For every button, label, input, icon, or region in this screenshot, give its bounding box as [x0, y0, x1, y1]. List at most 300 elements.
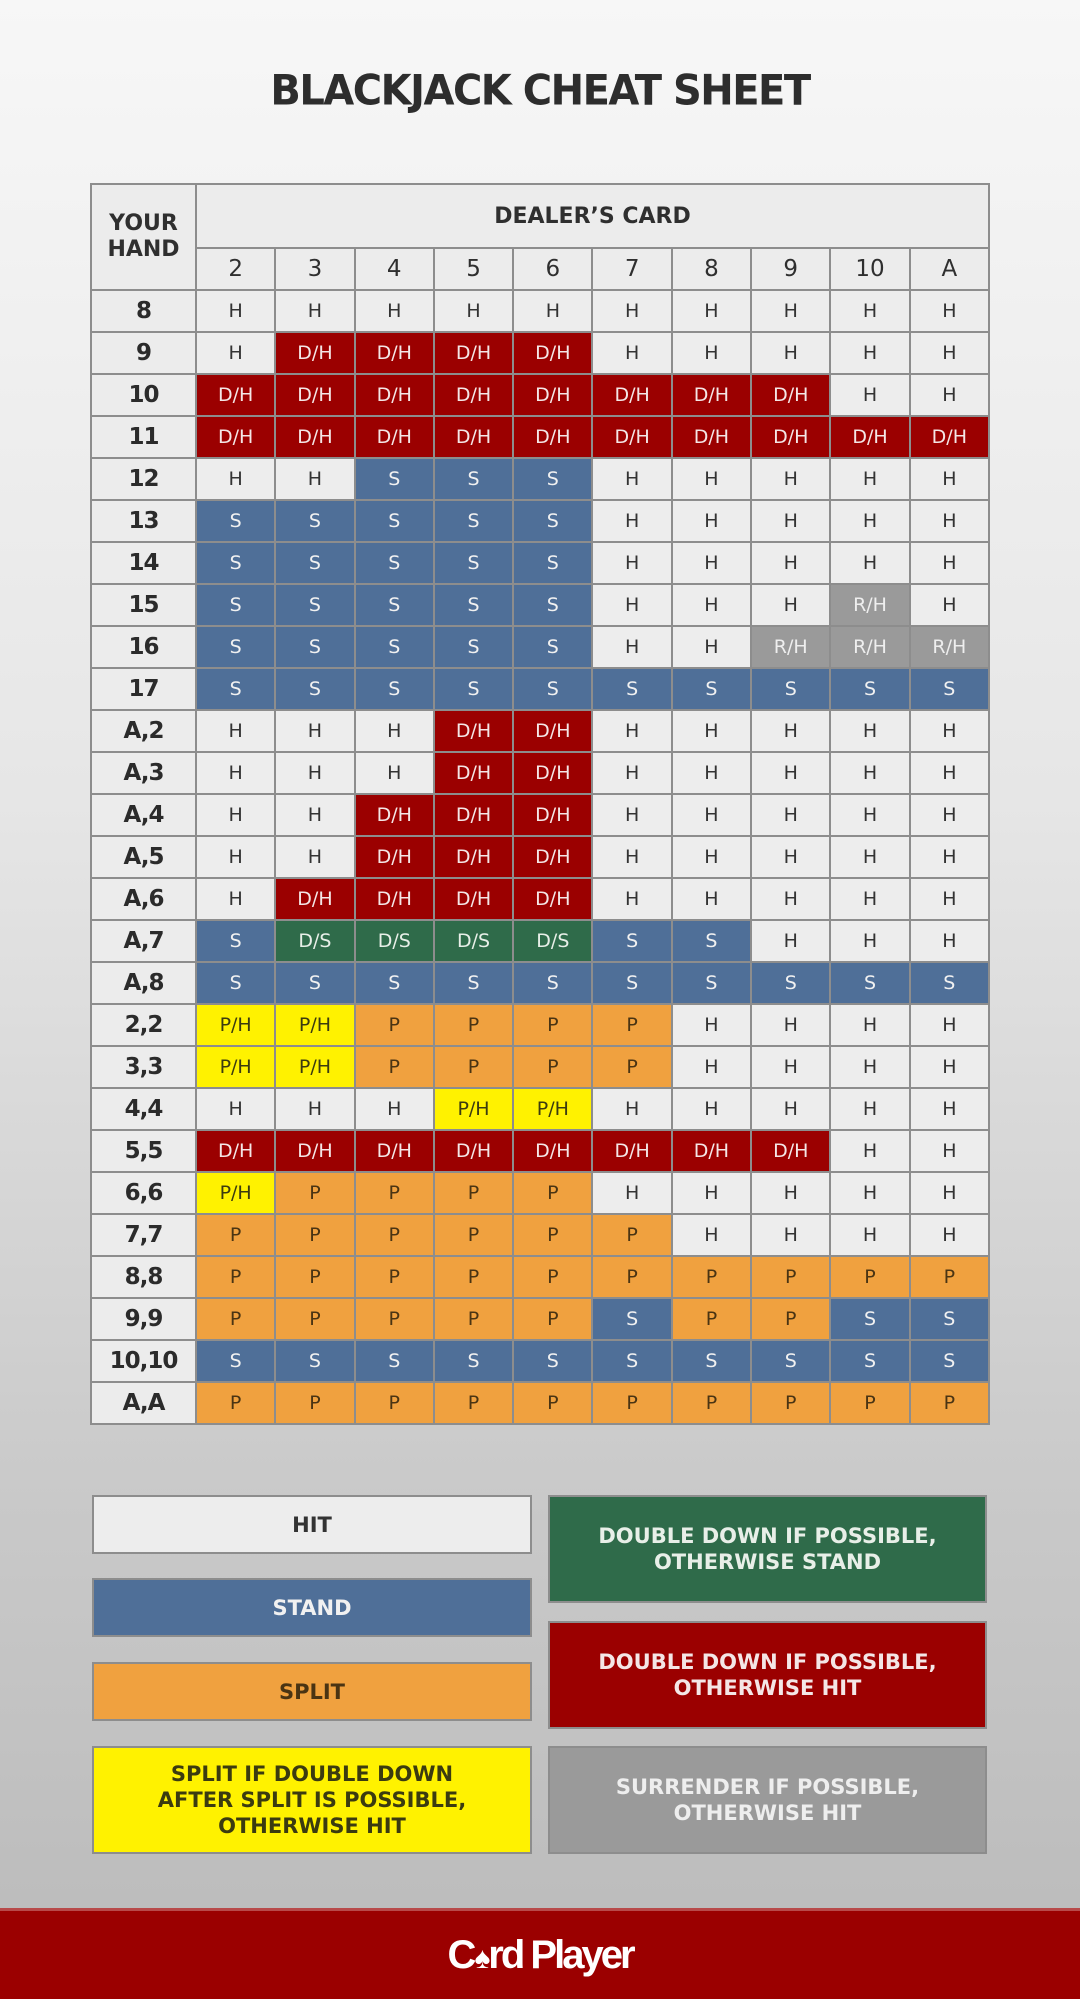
action-cell: S — [434, 542, 513, 584]
legend-surrender-or-hit: SURRENDER IF POSSIBLE, OTHERWISE HIT — [548, 1746, 987, 1854]
action-cell: P/H — [275, 1004, 354, 1046]
action-cell: D/H — [275, 416, 354, 458]
action-cell: P — [513, 1172, 592, 1214]
table-row — [91, 500, 989, 542]
action-cell: D/S — [355, 920, 434, 962]
action-cell: H — [830, 458, 909, 500]
action-cell: H — [910, 458, 989, 500]
action-cell: S — [513, 458, 592, 500]
action-cell: S — [434, 458, 513, 500]
action-cell: D/H — [434, 374, 513, 416]
action-cell: S — [592, 1298, 671, 1340]
action-cell: H — [910, 290, 989, 332]
action-cell: S — [196, 542, 275, 584]
table-row — [91, 584, 989, 626]
action-cell: D/H — [196, 374, 275, 416]
action-cell: S — [751, 962, 830, 1004]
action-cell: H — [751, 1004, 830, 1046]
action-cell: S — [196, 668, 275, 710]
action-cell: H — [830, 290, 909, 332]
action-cell: P — [434, 1004, 513, 1046]
action-cell: R/H — [830, 584, 909, 626]
hand-label: 3,3 — [91, 1046, 196, 1088]
action-cell: P — [275, 1172, 354, 1214]
action-cell: S — [275, 1340, 354, 1382]
action-cell: S — [355, 584, 434, 626]
action-cell: D/H — [513, 710, 592, 752]
action-cell: P — [592, 1004, 671, 1046]
action-cell: H — [830, 1046, 909, 1088]
table-row — [91, 1256, 989, 1298]
action-cell: H — [355, 1088, 434, 1130]
action-cell: H — [910, 332, 989, 374]
action-cell: S — [355, 626, 434, 668]
action-cell: H — [196, 794, 275, 836]
action-cell: S — [672, 1340, 751, 1382]
action-cell: H — [751, 1214, 830, 1256]
action-cell: P/H — [196, 1046, 275, 1088]
action-cell: S — [830, 668, 909, 710]
action-cell: H — [592, 1088, 671, 1130]
action-cell: H — [830, 920, 909, 962]
dealer-card-6: 6 — [513, 248, 592, 290]
action-cell: H — [830, 878, 909, 920]
table-row — [91, 1046, 989, 1088]
action-cell: H — [672, 500, 751, 542]
action-cell: P — [513, 1382, 592, 1424]
legend-split: SPLIT — [92, 1662, 532, 1721]
action-cell: D/H — [672, 416, 751, 458]
action-cell: D/H — [513, 878, 592, 920]
action-cell: S — [592, 920, 671, 962]
action-cell: P/H — [513, 1088, 592, 1130]
action-cell: P — [751, 1298, 830, 1340]
action-cell: H — [592, 836, 671, 878]
action-cell: S — [513, 962, 592, 1004]
action-cell: H — [910, 878, 989, 920]
action-cell: S — [275, 668, 354, 710]
action-cell: P — [830, 1256, 909, 1298]
strategy-table-body — [91, 290, 989, 1424]
action-cell: S — [196, 920, 275, 962]
table-row — [91, 1382, 989, 1424]
action-cell: P — [355, 1256, 434, 1298]
action-cell: P — [355, 1298, 434, 1340]
action-cell: H — [830, 1214, 909, 1256]
table-row — [91, 374, 989, 416]
action-cell: D/H — [751, 374, 830, 416]
action-cell: H — [275, 1088, 354, 1130]
action-cell: H — [196, 878, 275, 920]
action-cell: P — [434, 1046, 513, 1088]
table-row — [91, 878, 989, 920]
action-cell: S — [355, 1340, 434, 1382]
action-cell: S — [910, 1298, 989, 1340]
action-cell: S — [513, 542, 592, 584]
action-cell: S — [355, 668, 434, 710]
action-cell: P — [275, 1214, 354, 1256]
action-cell: H — [196, 290, 275, 332]
table-row — [91, 1298, 989, 1340]
action-cell: P — [592, 1382, 671, 1424]
action-cell: P/H — [275, 1046, 354, 1088]
action-cell: P — [513, 1004, 592, 1046]
action-cell: H — [751, 458, 830, 500]
hand-label: A,A — [91, 1382, 196, 1424]
action-cell: S — [196, 962, 275, 1004]
action-cell: H — [751, 710, 830, 752]
hand-label: A,6 — [91, 878, 196, 920]
action-cell: H — [910, 1214, 989, 1256]
action-cell: P — [434, 1256, 513, 1298]
hand-label: 17 — [91, 668, 196, 710]
action-cell: D/H — [434, 710, 513, 752]
action-cell: H — [751, 584, 830, 626]
action-cell: D/H — [592, 416, 671, 458]
hand-label: 4,4 — [91, 1088, 196, 1130]
action-cell: H — [910, 542, 989, 584]
action-cell: P — [910, 1256, 989, 1298]
action-cell: H — [275, 290, 354, 332]
action-cell: H — [672, 878, 751, 920]
hand-label: 16 — [91, 626, 196, 668]
action-cell: H — [672, 542, 751, 584]
action-cell: H — [355, 752, 434, 794]
action-cell: S — [355, 962, 434, 1004]
action-cell: S — [751, 1340, 830, 1382]
legend-hit: HIT — [92, 1495, 532, 1554]
action-cell: H — [830, 542, 909, 584]
dealer-card-3: 3 — [275, 248, 354, 290]
action-cell: H — [592, 794, 671, 836]
action-cell: D/H — [355, 416, 434, 458]
table-row — [91, 836, 989, 878]
table-row — [91, 458, 989, 500]
action-cell: H — [672, 1004, 751, 1046]
dealer-card-row — [91, 248, 989, 290]
action-cell: H — [910, 1004, 989, 1046]
dealer-card-2: 2 — [196, 248, 275, 290]
action-cell: S — [275, 626, 354, 668]
dealer-card-9: 9 — [751, 248, 830, 290]
action-cell: S — [910, 962, 989, 1004]
table-row — [91, 1340, 989, 1382]
action-cell: H — [513, 290, 592, 332]
action-cell: P — [275, 1256, 354, 1298]
hand-label: A,3 — [91, 752, 196, 794]
table-row — [91, 1172, 989, 1214]
action-cell: S — [910, 668, 989, 710]
action-cell: H — [910, 1046, 989, 1088]
action-cell: S — [434, 1340, 513, 1382]
action-cell: S — [434, 584, 513, 626]
action-cell: D/H — [355, 332, 434, 374]
action-cell: D/H — [513, 374, 592, 416]
action-cell: S — [434, 962, 513, 1004]
dealer-card-7: 7 — [592, 248, 671, 290]
action-cell: H — [672, 584, 751, 626]
action-cell: P — [434, 1298, 513, 1340]
action-cell: P — [434, 1214, 513, 1256]
action-cell: H — [751, 752, 830, 794]
action-cell: H — [830, 710, 909, 752]
action-cell: S — [672, 920, 751, 962]
action-cell: D/S — [275, 920, 354, 962]
footer-banner — [0, 1908, 1080, 1999]
table-row — [91, 1214, 989, 1256]
hand-label: 9,9 — [91, 1298, 196, 1340]
hand-label: 14 — [91, 542, 196, 584]
action-cell: S — [275, 500, 354, 542]
action-cell: S — [592, 1340, 671, 1382]
action-cell: D/H — [513, 416, 592, 458]
table-row — [91, 542, 989, 584]
action-cell: H — [672, 1088, 751, 1130]
action-cell: S — [751, 668, 830, 710]
table-row — [91, 920, 989, 962]
action-cell: H — [196, 836, 275, 878]
dealer-card-10: 10 — [830, 248, 909, 290]
action-cell: P — [355, 1004, 434, 1046]
action-cell: H — [672, 710, 751, 752]
action-cell: S — [830, 962, 909, 1004]
hand-label: 6,6 — [91, 1172, 196, 1214]
action-cell: S — [355, 458, 434, 500]
action-cell: H — [672, 458, 751, 500]
hand-label: 10,10 — [91, 1340, 196, 1382]
action-cell: H — [830, 1088, 909, 1130]
legend-stand: STAND — [92, 1578, 532, 1637]
action-cell: D/H — [830, 416, 909, 458]
action-cell: D/H — [910, 416, 989, 458]
hand-label: 8 — [91, 290, 196, 332]
action-cell: H — [355, 710, 434, 752]
action-cell: H — [830, 332, 909, 374]
action-cell: S — [830, 1340, 909, 1382]
action-cell: P — [592, 1046, 671, 1088]
action-cell: H — [592, 584, 671, 626]
action-cell: D/H — [672, 1130, 751, 1172]
action-cell: S — [513, 584, 592, 626]
table-row — [91, 416, 989, 458]
hand-label: 13 — [91, 500, 196, 542]
hand-label: 2,2 — [91, 1004, 196, 1046]
table-row — [91, 1130, 989, 1172]
action-cell: H — [910, 794, 989, 836]
hand-label: 9 — [91, 332, 196, 374]
action-cell: S — [434, 500, 513, 542]
action-cell: D/S — [513, 920, 592, 962]
action-cell: D/H — [355, 836, 434, 878]
action-cell: H — [275, 458, 354, 500]
table-row — [91, 668, 989, 710]
action-cell: P — [592, 1214, 671, 1256]
action-cell: H — [592, 878, 671, 920]
action-cell: H — [830, 500, 909, 542]
cardplayer-logo[interactable]: C ♠ rd Player — [447, 1932, 633, 1977]
hand-label: 8,8 — [91, 1256, 196, 1298]
legend-split-if-das: SPLIT IF DOUBLE DOWN AFTER SPLIT IS POSSIBLE, OTHERWISE HIT — [92, 1746, 532, 1854]
action-cell: H — [751, 1046, 830, 1088]
hand-label: 11 — [91, 416, 196, 458]
action-cell: H — [434, 290, 513, 332]
dealer-card-4: 4 — [355, 248, 434, 290]
action-cell: H — [592, 542, 671, 584]
action-cell: H — [592, 1172, 671, 1214]
action-cell: D/H — [355, 878, 434, 920]
action-cell: S — [275, 542, 354, 584]
action-cell: D/H — [513, 836, 592, 878]
table-row — [91, 710, 989, 752]
action-cell: H — [196, 458, 275, 500]
action-cell: D/H — [275, 374, 354, 416]
action-cell: R/H — [830, 626, 909, 668]
action-cell: H — [830, 752, 909, 794]
table-row — [91, 626, 989, 668]
action-cell: D/H — [513, 752, 592, 794]
action-cell: H — [275, 752, 354, 794]
action-cell: P — [275, 1382, 354, 1424]
action-cell: P — [355, 1172, 434, 1214]
action-cell: H — [910, 752, 989, 794]
action-cell: H — [910, 836, 989, 878]
action-cell: H — [751, 794, 830, 836]
action-cell: S — [513, 500, 592, 542]
hand-label: 12 — [91, 458, 196, 500]
action-cell: P — [196, 1256, 275, 1298]
action-cell: H — [196, 752, 275, 794]
table-row — [91, 332, 989, 374]
action-cell: P — [196, 1298, 275, 1340]
action-cell: H — [830, 794, 909, 836]
action-cell: D/H — [751, 1130, 830, 1172]
action-cell: H — [672, 290, 751, 332]
action-cell: H — [672, 752, 751, 794]
action-cell: H — [830, 1004, 909, 1046]
action-cell: D/H — [672, 374, 751, 416]
hand-label: 10 — [91, 374, 196, 416]
action-cell: D/H — [434, 836, 513, 878]
action-cell: D/H — [513, 794, 592, 836]
action-cell: D/H — [434, 416, 513, 458]
action-cell: P — [513, 1256, 592, 1298]
action-cell: D/H — [196, 416, 275, 458]
action-cell: H — [275, 794, 354, 836]
action-cell: D/H — [592, 374, 671, 416]
action-cell: D/H — [513, 332, 592, 374]
action-cell: H — [751, 920, 830, 962]
action-cell: S — [513, 1340, 592, 1382]
action-cell: P — [355, 1046, 434, 1088]
action-cell: H — [910, 1130, 989, 1172]
action-cell: P/H — [196, 1004, 275, 1046]
action-cell: H — [751, 332, 830, 374]
action-cell: H — [592, 458, 671, 500]
action-cell: H — [830, 1130, 909, 1172]
action-cell: H — [910, 500, 989, 542]
action-cell: H — [672, 836, 751, 878]
hand-label: 5,5 — [91, 1130, 196, 1172]
action-cell: S — [672, 668, 751, 710]
action-cell: H — [275, 710, 354, 752]
dealer-card-a: A — [910, 248, 989, 290]
dealer-card-5: 5 — [434, 248, 513, 290]
action-cell: H — [592, 290, 671, 332]
action-cell: S — [830, 1298, 909, 1340]
hand-label: A,4 — [91, 794, 196, 836]
action-cell: H — [592, 500, 671, 542]
action-cell: S — [196, 584, 275, 626]
action-cell: D/H — [355, 1130, 434, 1172]
action-cell: P — [355, 1382, 434, 1424]
page-title: BLACKJACK CHEAT SHEET — [270, 66, 810, 116]
hand-label: 7,7 — [91, 1214, 196, 1256]
table-row — [91, 290, 989, 332]
hand-label: A,7 — [91, 920, 196, 962]
action-cell: P — [910, 1382, 989, 1424]
action-cell: H — [751, 836, 830, 878]
action-cell: S — [355, 542, 434, 584]
action-cell: D/H — [355, 374, 434, 416]
table-row — [91, 794, 989, 836]
dealer-card-8: 8 — [672, 248, 751, 290]
action-cell: D/H — [592, 1130, 671, 1172]
action-cell: H — [751, 1088, 830, 1130]
action-cell: P — [751, 1382, 830, 1424]
action-cell: H — [196, 1088, 275, 1130]
action-cell: S — [592, 962, 671, 1004]
action-cell: P — [672, 1298, 751, 1340]
action-cell: D/H — [355, 794, 434, 836]
action-cell: S — [672, 962, 751, 1004]
spade-icon: ♠ — [474, 1942, 488, 1975]
action-cell: S — [196, 500, 275, 542]
action-cell: D/S — [434, 920, 513, 962]
action-cell: H — [910, 584, 989, 626]
action-cell: H — [751, 1172, 830, 1214]
action-cell: H — [592, 626, 671, 668]
action-cell: D/H — [196, 1130, 275, 1172]
action-cell: P — [830, 1382, 909, 1424]
action-cell: H — [910, 1172, 989, 1214]
action-cell: H — [910, 374, 989, 416]
action-cell: H — [196, 332, 275, 374]
action-cell: H — [592, 752, 671, 794]
action-cell: S — [196, 1340, 275, 1382]
action-cell: H — [672, 1046, 751, 1088]
hand-label: A,5 — [91, 836, 196, 878]
table-row — [91, 962, 989, 1004]
action-cell: R/H — [910, 626, 989, 668]
action-cell: H — [592, 332, 671, 374]
legend-double-or-stand: DOUBLE DOWN IF POSSIBLE, OTHERWISE STAND — [548, 1495, 987, 1603]
action-cell: P — [196, 1382, 275, 1424]
action-cell: S — [434, 668, 513, 710]
action-cell: P — [434, 1172, 513, 1214]
action-cell: D/H — [434, 332, 513, 374]
action-cell: D/H — [513, 1130, 592, 1172]
action-cell: S — [275, 962, 354, 1004]
action-cell: S — [434, 626, 513, 668]
action-cell: S — [513, 626, 592, 668]
action-cell: H — [355, 290, 434, 332]
action-cell: H — [672, 1172, 751, 1214]
action-cell: P — [513, 1046, 592, 1088]
legend-double-or-hit: DOUBLE DOWN IF POSSIBLE, OTHERWISE HIT — [548, 1621, 987, 1729]
action-cell: P — [672, 1382, 751, 1424]
action-cell: H — [672, 626, 751, 668]
action-cell: S — [910, 1340, 989, 1382]
